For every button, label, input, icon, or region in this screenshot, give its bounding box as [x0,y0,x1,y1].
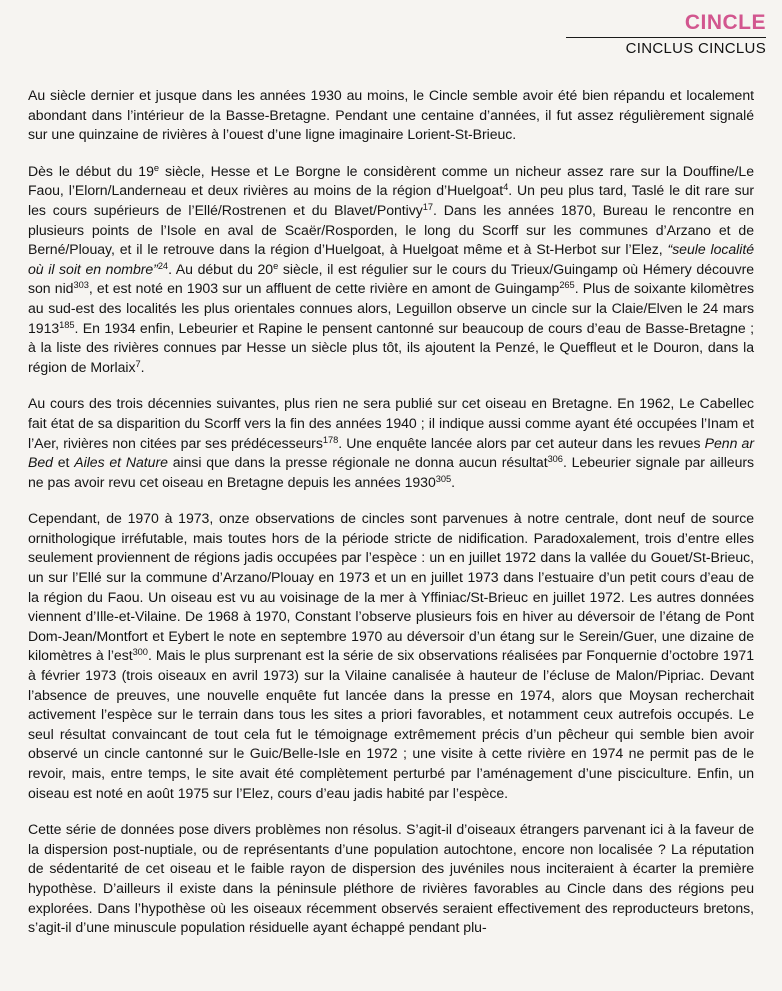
paragraph-4: Cependant, de 1970 à 1973, onze observations de cincles sont parvenues à notre centrale, dont neuf de source ornithologique irréfutable, mais toutes hors de la période stricte de nidification. Paradoxalement, trois d’entre elles seulement proviennent de régions jadis occupées par l’espèce : un en juillet 1972 dans la vallée du Gouet/St-Brieuc, un sur l’Ellé sur la commune d’Arzano/Plouay en 1973 et un en juillet 1973 dans l’estuaire d’un petit cours d’eau de la région du Faou. Un oiseau est vu au voisinage de la mer à Yffiniac/St-Brieuc en juillet 1972. Les autres données viennent d’Ille-et-Vilaine. De 1968 à 1970, Constant l’observe plusieurs fois en hiver au déversoir de l’étang de Pont Dom-Jean/Montfort et Eybert le note en septembre 1970 au déversoir d’un étang sur le Serein/Guer, une dizaine de kilomètres à l’est$^{300}$. Mais le plus surprenant est la série de six observations réalisées par Fonquernie d’octobre 1971 à février 1973 (trois oiseaux en avril 1973) sur la Vilaine canalisée à hauteur de l’écluse de Malon/Pipriac. Devant l’absence de preuves, une nouvelle enquête fut lancée dans la presse en 1974, alors que Moysan recherchait activement l’espèce sur le terrain dans tous les sites a priori favorables, et notamment ceux autrefois occupés. Le seul résultat convaincant de tout cela fut le témoignage extrêmement précis d’un pêcheur qui semble bien avoir observé un cincle cantonné sur le Guic/Belle-Isle en 1972 ; une visite à cette rivière en 1974 ne permit pas de le revoir, mais, entre temps, le site avait été complètement perturbé par l’aménagement d’une pisciculture. Enfin, un oiseau est noté en août 1975 sur l’Elez, cours d’eau jadis habité par l’espèce. [28,510,754,801]
paragraph-1: Au siècle dernier et jusque dans les années 1930 au moins, le Cincle semble avoir été bien répandu et localement abondant dans l’intérieur de la Basse-Bretagne. Pendant une centaine d’années, il fut assez régulièrement signalé sur une quinzaine de rivières à l’ouest d’une ligne imaginaire Lorient-St-Brieuc. [28,87,754,143]
paragraph-3: Au cours des trois décennies suivantes, plus rien ne sera publié sur cet oiseau en Bretagne. En 1962, Le Cabellec fait état de sa disparition du Scorff vers la fin des années 1940 ; il indique aussi comme ayant été occupées l’Inam et l’Aer, rivières non citées par ses prédécesseurs$^{178}$. Une enquête lancée alors par cet auteur dans les revues Penn ar Bed et Ailes et Nature ainsi que dans la presse régionale ne donna aucun résultat$^{306}$. Lebeurier signale par ailleurs ne pas avoir revu cet oiseau en Bretagne depuis les années 1930$^{305}$. [28,395,755,490]
paragraph-2: Dès le début du 19e siècle, Hesse et Le Borgne le considèrent comme un nicheur assez rare sur la Douffine/Le Faou, l’Elorn/Landerneau et deux rivières au moins de la région d’Huelgoat$^4$. Un peu plus tard, Taslé le dit rare sur les cours supérieurs de l’Ellé/Rostrenen et du Blavet/Pontivy$^{17}$. Dans les années 1870, Bureau le rencontre en plusieurs points de l’Isole en aval de Scaër/Rosporden, le long du Scorff sur les communes d’Arzano et de Berné/Plouay, et il le retrouve dans la région d’Huelgoat, à Huelgoat même et à St-Herbot sur l’Elez, “seule localité où il soit en nombre”$^{24}$. Au début du 20e siècle, il est régulier sur le cours du Trieux/Guingamp où Hémery découvre son nid$^{303}$, et est noté en 1903 sur un affluent de cette rivière en amont de Guingamp$^{265}$. Plus de soixante kilomètres au sud-est des localités les plus orientales connues alors, Leguillon observe un cincle sur la Claie/Elven le 24 mars 1913$^{185}$. En 1934 enfin, Lebeurier et Rapine le pensent cantonné sur beaucoup de cours d’eau de Basse-Bretagne ; à la liste des rivières connues par Hesse un siècle plus tôt, ils ajoutent la Penzé, le Queffleut et le Douron, dans la région de Morlaix$^7$. [28,162,755,375]
body-text-column [28,86,754,938]
paragraph-5: Cette série de données pose divers problèmes non résolus. S’agit-il d’oiseaux étrangers parvenant ici à la faveur de la dispersion post-nuptiale, ou de représentants d’une population autochtone, encore non localisée ? La réputation de sédentarité de cet oiseau et le faible rayon de dispersion des juvéniles nous inciteraient à écarter la première hypothèse. D’ailleurs il existe dans la péninsule pléthore de rivières favorables au Cincle dans des régions peu explorées. Dans l’hypothèse où les oiseaux récemment observés seraient effectivement des reproducteurs bretons, s’agit-il d’une minuscule population résiduelle ayant échappé pendant plu- [28,821,754,936]
running-head [566,12,766,57]
running-head-rule [566,37,766,38]
running-head-genus: CINCLE [684,11,766,34]
running-head-species: CINCLUS CINCLUS [625,40,766,58]
